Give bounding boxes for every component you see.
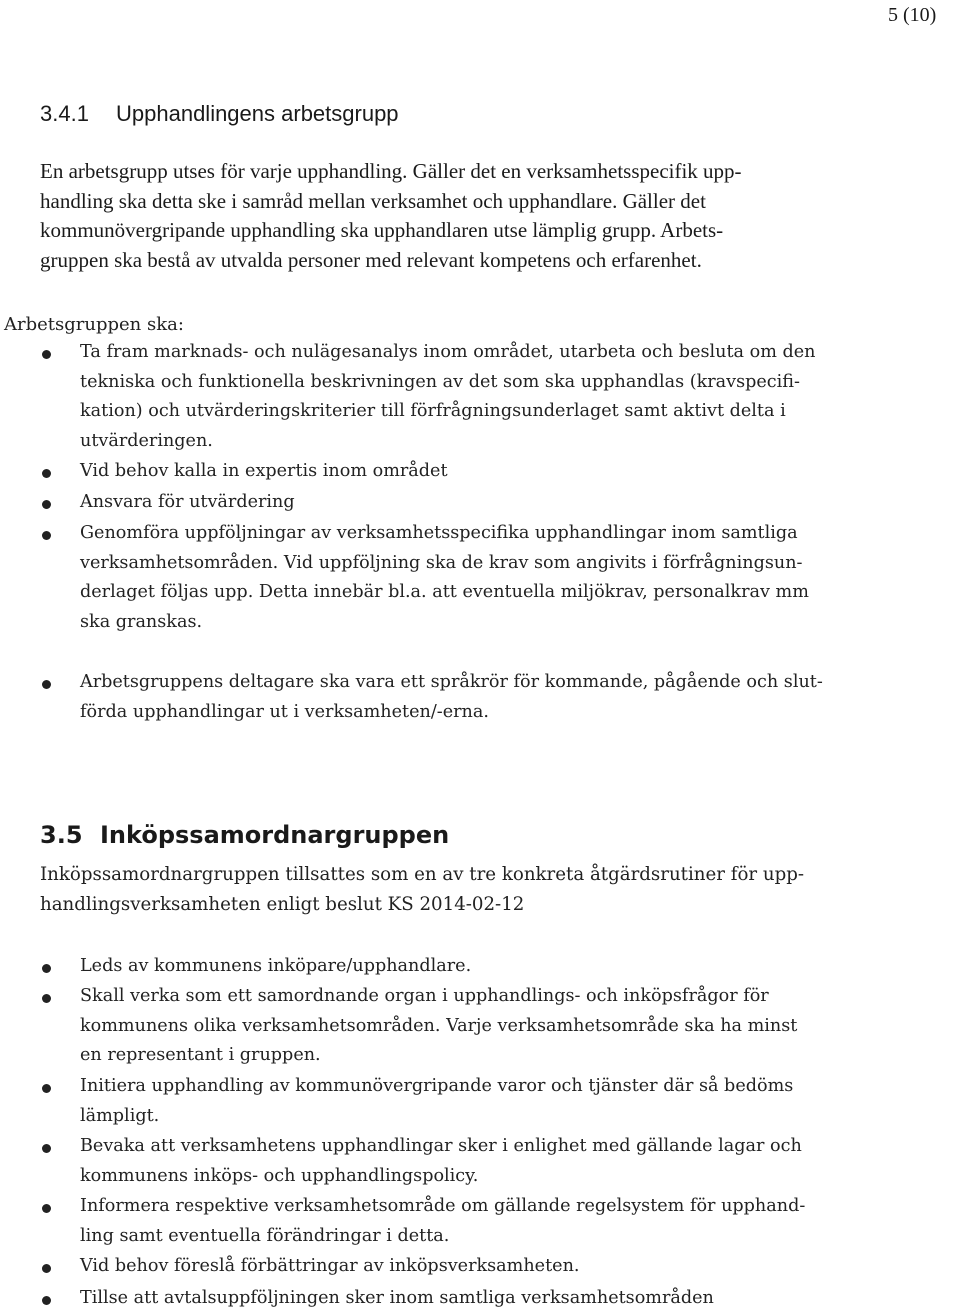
list-item-line: derlaget följas upp. Detta innebär bl.a. att eventuella miljökrav, personalkrav mm [80,582,809,603]
bullet-icon [42,531,51,540]
list-item-line: Skall verka som ett samordnande organ i upphandlings- och inköpsfrågor för [80,986,769,1006]
list-item-line: en representant i gruppen. [80,1045,321,1066]
bullet-icon [42,350,51,359]
list-item-line: Vid behov kalla in expertis inom området [80,461,448,481]
list-item-line: förda upphandlingar ut i verksamheten/-erna. [80,701,489,722]
bullet-icon [42,1084,51,1093]
list-item-line: lämpligt. [80,1105,160,1126]
list-item-line: utvärderingen. [80,431,213,452]
section-3-5-heading [40,818,449,852]
list-item-line: Genomföra uppföljningar av verksamhetsspecifika upphandlingar inom samtliga [80,523,798,543]
bullet-icon [42,680,51,689]
list-item-line: Ta fram marknads- och nulägesanalys inom området, utarbeta och besluta om den [80,342,816,362]
list-item-line: Arbetsgruppens deltagare ska vara ett språkrör för kommande, pågående och slut- [80,672,823,692]
bullet-icon [42,1296,51,1305]
list-item-line: Leds av kommunens inköpare/upphandlare. [80,956,472,976]
list-item-line: Ansvara för utvärdering [80,492,295,512]
bullet-icon [42,964,51,973]
paragraph-line: handling ska detta ske i samråd mellan verksamhet och upphandlare. Gäller det [40,188,706,213]
list-item-line: kommunens olika verksamhetsområden. Varje verksamhetsområde ska ha minst [80,1015,798,1036]
bullet-icon [42,994,51,1003]
bullet-icon [42,500,51,509]
list-item-line: Informera respektive verksamhetsområde om gällande regelsystem för upphand- [80,1196,806,1216]
list-item-line: Initiera upphandling av kommunövergripande varor och tjänster där så bedöms [80,1076,794,1096]
section-3-4-1-heading [40,99,399,129]
list-item-line: kation) och utvärderingskriterier till förfrågningsunderlaget samt aktivt delta i [80,401,786,422]
list-item-line: Tillse att avtalsuppföljningen sker inom samtliga verksamhetsområden [80,1288,714,1308]
section-3-4-1-paragraph [40,157,945,275]
bullet-icon [42,1144,51,1153]
bullet-icon [42,469,51,478]
list-item-line: tekniska och funktionella beskrivningen av det som ska upphandlas (kravspecifi- [80,371,800,392]
page-number: 5 (10) [888,4,937,26]
section-number: 3.5 [40,821,83,849]
paragraph-line: kommunövergripande upphandling ska upphandlaren utse lämplig grupp. Arbets- [40,218,724,242]
list-item-line: kommunens inköps- och upphandlingspolicy. [80,1165,479,1186]
section-title: Upphandlingens arbetsgrupp [116,101,399,126]
list-item-line: ska granskas. [80,612,203,633]
paragraph-line: En arbetsgrupp utses för varje upphandling. Gäller det en verksamhetsspecifik upp- [40,159,742,183]
paragraph-line: gruppen ska bestå av utvalda personer med relevant kompetens och erfarenhet. [40,247,702,272]
intro-line: handlingsverksamheten enligt beslut KS 2014-02-12 [40,894,525,915]
list-item-line: ling samt eventuella förändringar i detta. [80,1225,450,1246]
list-item-line: Vid behov föreslå förbättringar av inköpsverksamheten. [80,1256,580,1276]
list-item-line: Bevaka att verksamhetens upphandlingar sker i enlighet med gällande lagar och [80,1136,802,1156]
bullet-icon [42,1204,51,1213]
list-item-line: verksamhetsområden. Vid uppföljning ska de krav som angivits i förfrågningsun- [80,552,803,573]
section-title: Inköpssamordnargruppen [100,821,450,849]
intro-line: Inköpssamordnargruppen tillsattes som en av tre konkreta åtgärdsrutiner för upp- [40,864,805,885]
section-3-5-intro [40,860,804,920]
bullet-icon [42,1264,51,1273]
section-number: 3.4.1 [40,101,89,126]
workgroup-lead: Arbetsgruppen ska: [4,314,184,335]
